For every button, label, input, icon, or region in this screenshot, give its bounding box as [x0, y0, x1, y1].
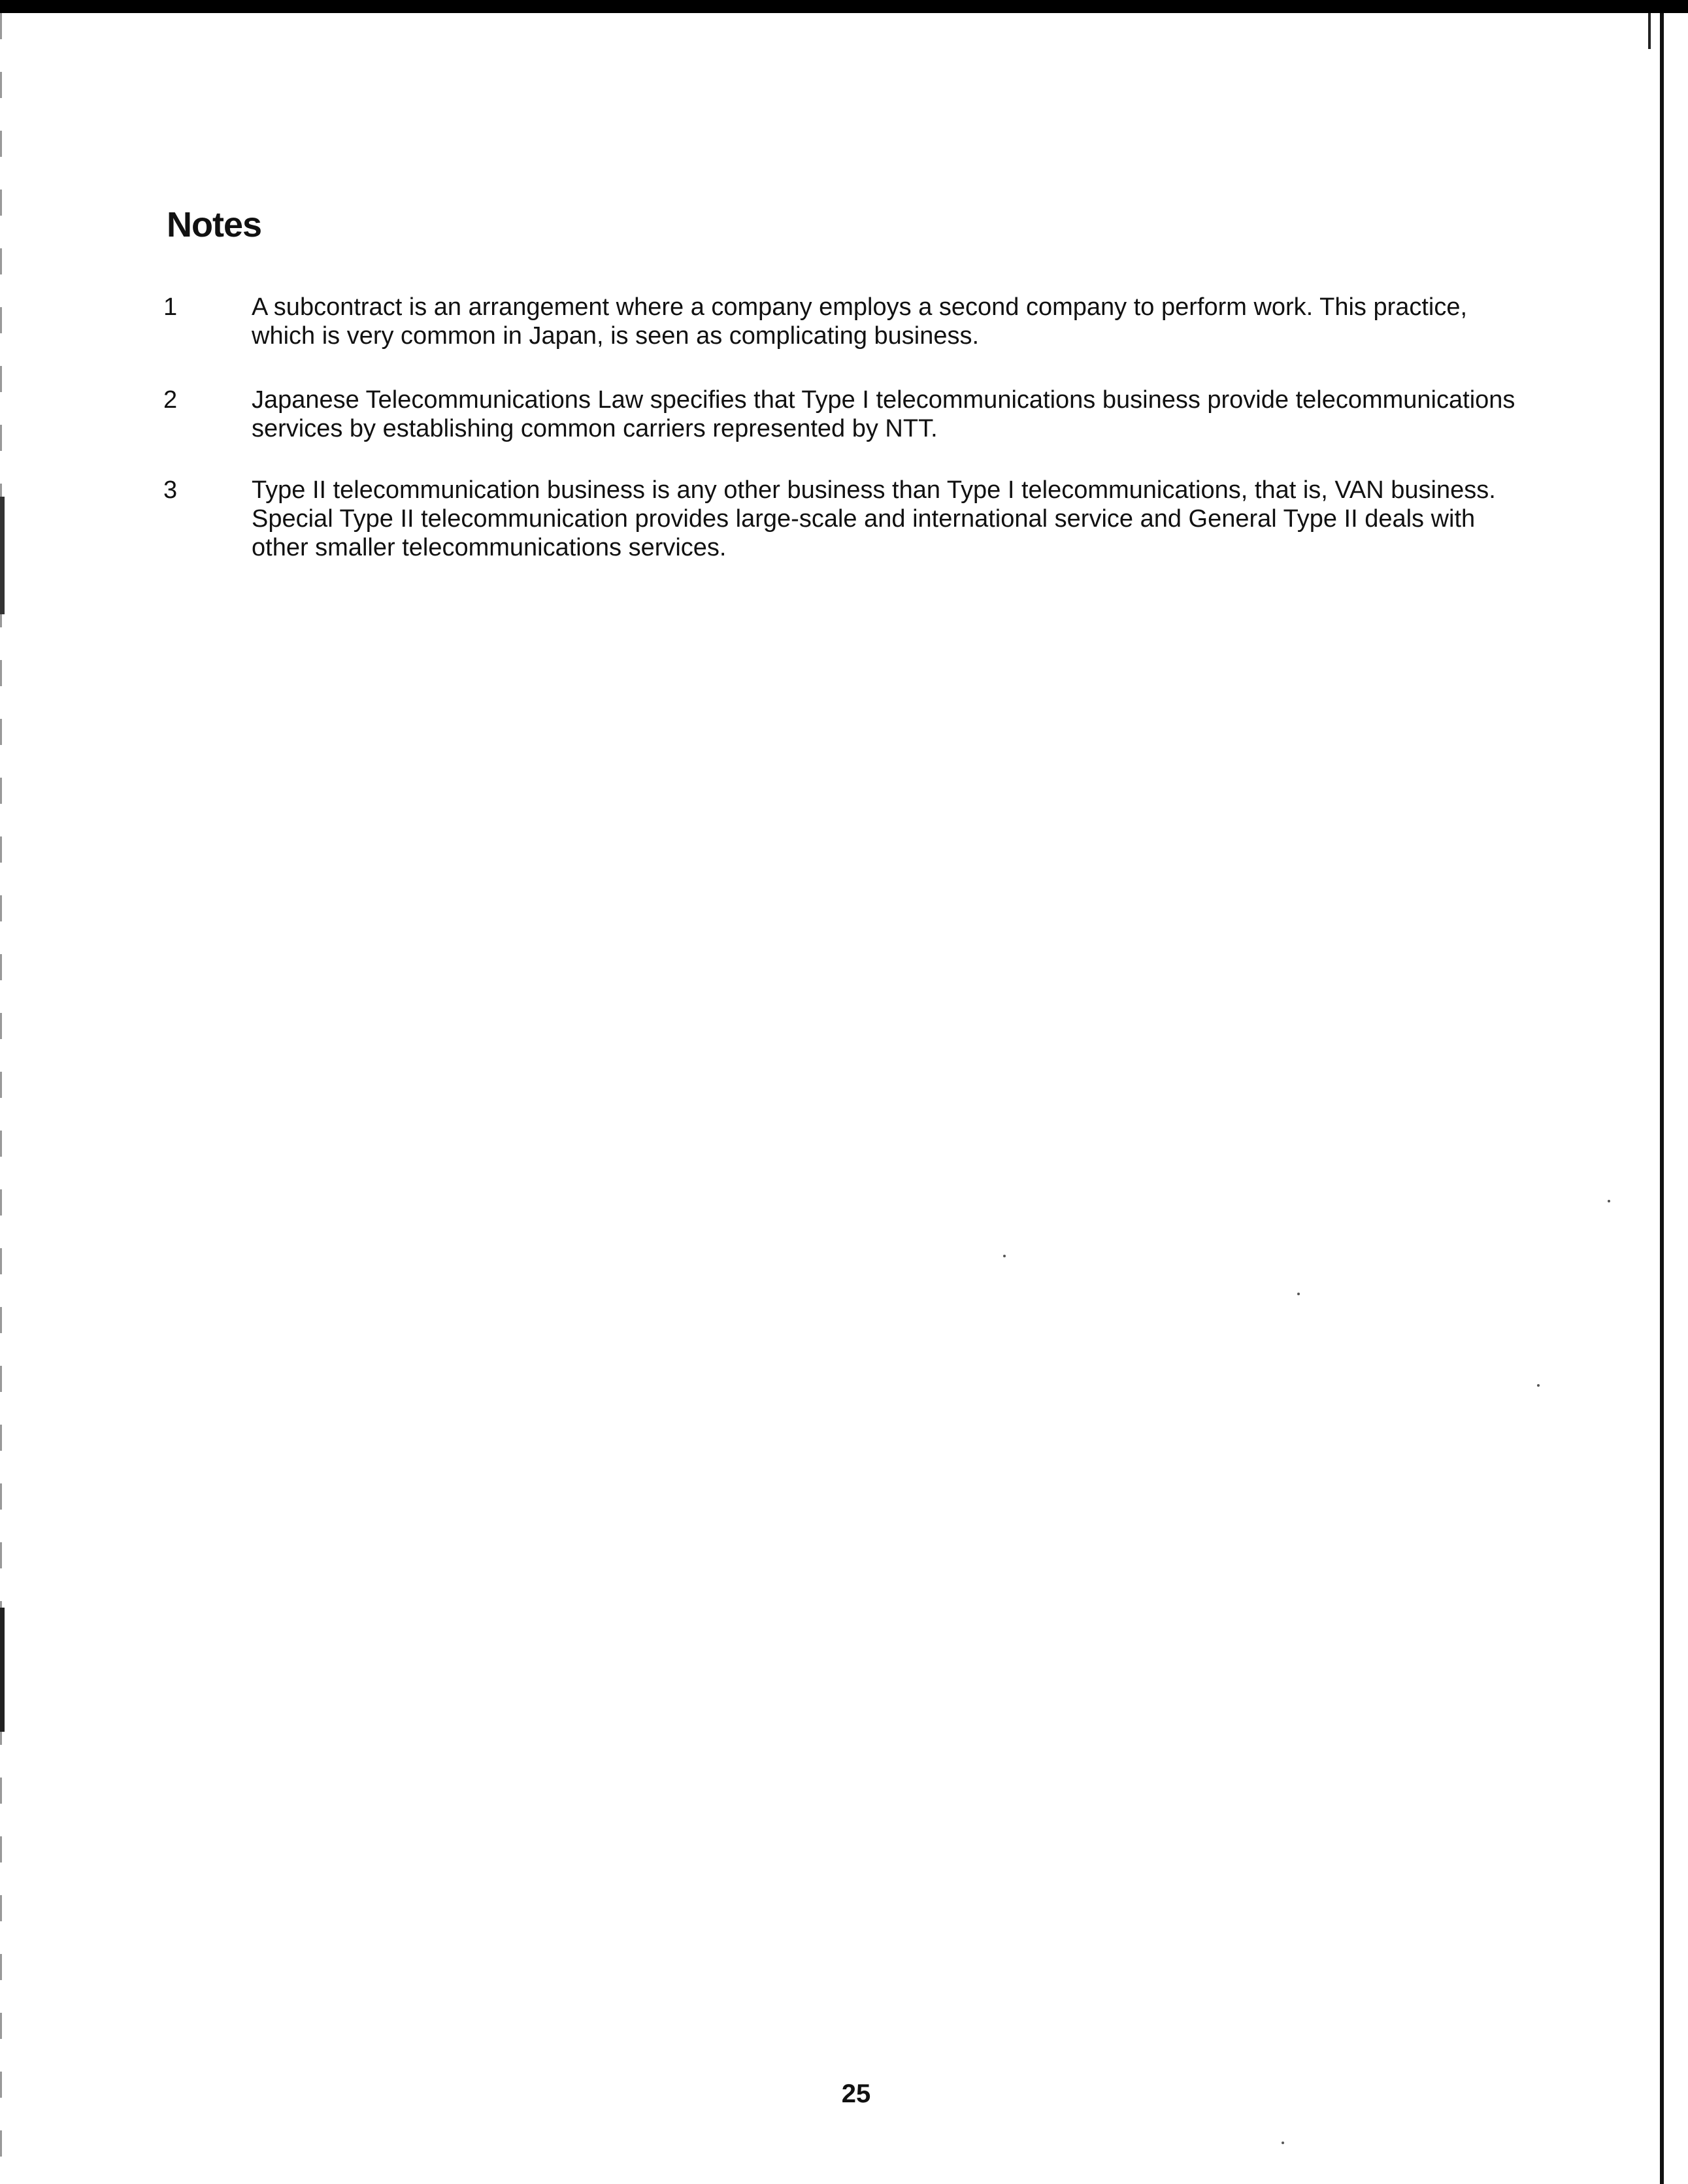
scan-speck [1003, 1255, 1006, 1257]
note-number: 2 [163, 386, 178, 414]
note-number: 3 [163, 476, 178, 504]
note-text: A subcontract is an arrangement where a company employs a second company to perform work. This practice, which is very common in Japan, is seen as complicating business. [252, 293, 1468, 350]
note-item [163, 476, 1536, 562]
scan-speck [1282, 2142, 1284, 2144]
note-text: Type II telecommunication business is any other business than Type I telecommunications, that is, VAN business. Special Type II telecommunication provides large-scale and international service and General Type II deals with other smaller telecommunications services. [252, 476, 1496, 561]
note-item [163, 386, 1536, 443]
page-number: 25 [841, 2079, 871, 2108]
scan-speck [1297, 1293, 1300, 1295]
scan-speck [1608, 1200, 1610, 1202]
scan-right-mark [1648, 13, 1651, 49]
scan-top-border [0, 0, 1688, 13]
page-title: Notes [167, 205, 262, 244]
note-number: 1 [163, 293, 178, 321]
scan-speck [1537, 1384, 1540, 1387]
scan-right-border [1660, 13, 1664, 2184]
note-text: Japanese Telecommunications Law specifies that Type I telecommunications business provide telecommunications services by establishing common carriers represented by NTT. [252, 386, 1515, 442]
scan-left-mark [0, 1608, 5, 1732]
scan-left-edge [0, 13, 2, 2184]
scan-left-mark [0, 497, 5, 614]
note-item [163, 293, 1536, 350]
